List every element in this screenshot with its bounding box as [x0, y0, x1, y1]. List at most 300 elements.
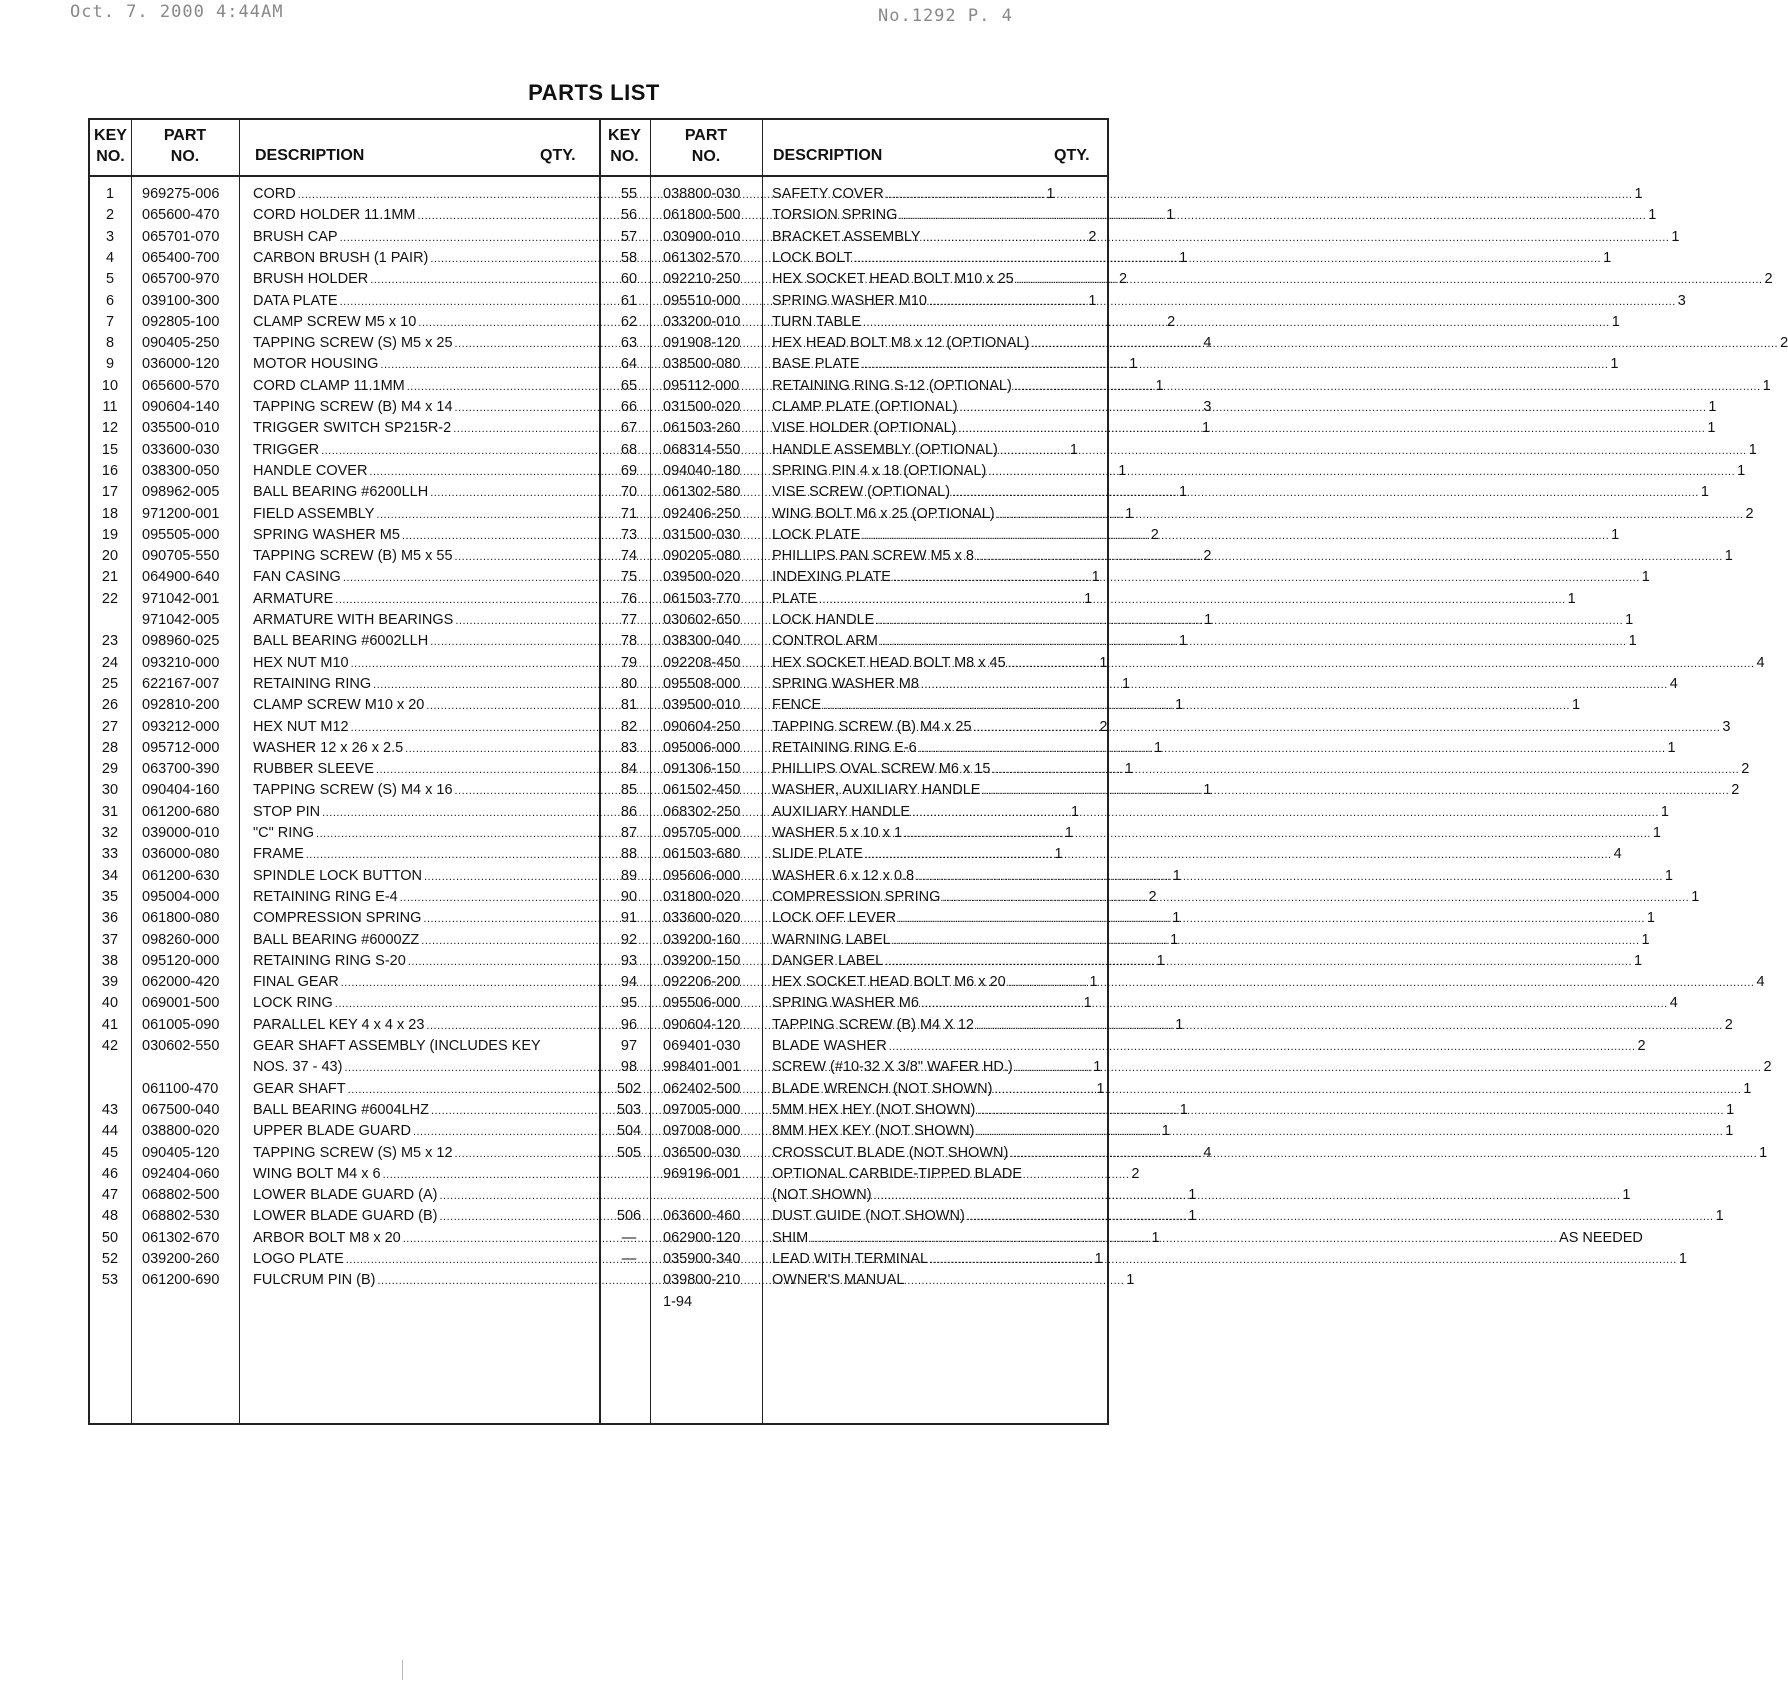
part-no: 069001-500 — [142, 995, 220, 1012]
description: DATA PLATE — [253, 292, 338, 309]
quantity: 2 — [1745, 505, 1754, 522]
part-no: 038800-020 — [142, 1123, 220, 1140]
leader-dots — [994, 1079, 1741, 1101]
leader-dots — [916, 866, 1663, 888]
part-no: 090404-160 — [142, 782, 220, 799]
description: TAPPING SCREW (S) M4 x 16 — [253, 782, 453, 799]
part-no: 095112-000 — [663, 377, 740, 394]
key-no: 70 — [620, 484, 638, 501]
key-no: 25 — [101, 675, 119, 692]
key-no: 39 — [101, 974, 119, 991]
key-no: 31 — [101, 803, 119, 820]
leader-dots — [976, 1121, 1723, 1143]
description: TRIGGER SWITCH SP215R-2 — [253, 420, 452, 437]
header-qty: QTY. — [1054, 147, 1090, 164]
description-cell — [772, 333, 1788, 355]
table-row — [90, 440, 1757, 461]
part-no: 063600-460 — [663, 1208, 741, 1225]
leader-dots — [889, 1036, 1636, 1058]
part-no: 090604-250 — [663, 718, 741, 735]
leader-dots — [912, 802, 1659, 824]
key-no: 61 — [620, 292, 638, 309]
part-no: 033200-010 — [663, 313, 741, 330]
part-no: 061503-680 — [663, 846, 741, 863]
description: BRUSH HOLDER — [253, 271, 369, 288]
part-no: 038300-040 — [663, 633, 741, 650]
description-cell — [772, 1270, 1189, 1291]
header-description: DESCRIPTION — [255, 147, 365, 164]
description: GEAR SHAFT — [253, 1080, 346, 1097]
table-row — [90, 1121, 1734, 1142]
quantity: 3 — [1677, 292, 1686, 309]
description-cell — [772, 802, 1669, 824]
leader-dots — [1031, 333, 1778, 355]
description: SAFETY COVER — [772, 186, 884, 202]
description: CLAMP SCREW M5 x 10 — [253, 313, 417, 330]
part-no: 969275-006 — [142, 186, 220, 202]
description-cell — [772, 866, 1673, 888]
key-no: 12 — [101, 420, 119, 437]
key-no: 66 — [620, 399, 638, 415]
description: PHILLIPS OVAL SCREW M6 x 15 — [772, 761, 991, 778]
description-cell — [772, 717, 1731, 739]
quantity: 1 — [1070, 803, 1080, 820]
leader-dots — [885, 951, 1632, 973]
part-no: 065600-470 — [142, 207, 220, 224]
quantity: 1 — [1748, 441, 1757, 458]
description-cell — [772, 972, 1765, 994]
description: LEAD WITH TERMINAL — [772, 1251, 929, 1267]
quantity: 1 — [1700, 484, 1709, 501]
quantity: 1 — [1691, 888, 1700, 905]
table-row — [90, 674, 1678, 695]
key-no: 77 — [620, 612, 638, 628]
leader-dots — [880, 631, 1627, 653]
leader-dots — [977, 1100, 1724, 1122]
part-no: 061503-260 — [663, 420, 741, 437]
page-title: PARTS LIST — [528, 80, 660, 105]
part-no: 067500-040 — [142, 1101, 220, 1118]
part-no: 068302-250 — [663, 803, 741, 820]
quantity: 1 — [1678, 1251, 1687, 1267]
quantity: 1 — [1178, 633, 1188, 650]
description-cell — [772, 1164, 1189, 1185]
part-no: 095606-000 — [663, 867, 741, 884]
quantity: 1 — [1725, 1123, 1734, 1140]
description: UPPER BLADE GUARD — [253, 1123, 411, 1140]
quantity: 1 — [1715, 1208, 1724, 1225]
description: RETAINING RING E-4 — [253, 888, 398, 905]
key-no: 80 — [620, 675, 638, 692]
part-no: 090205-080 — [663, 548, 741, 565]
part-no: 035500-010 — [142, 420, 220, 437]
header-part-bottom: NO. — [691, 148, 721, 165]
part-no: 036000-080 — [142, 846, 220, 863]
quantity: 1 — [1091, 569, 1100, 586]
key-no: 90 — [620, 888, 638, 905]
part-no: 998401-001 — [663, 1059, 741, 1076]
table-row — [90, 930, 1650, 951]
description: BLADE WRENCH (NOT SHOWN) — [772, 1080, 993, 1097]
table-row — [90, 610, 1634, 631]
description-cell — [772, 1036, 1646, 1058]
key-no: 58 — [620, 249, 638, 266]
description: GEAR SHAFT ASSEMBLY (INCLUDES KEY — [253, 1038, 541, 1054]
part-no: 969196-001 — [663, 1165, 741, 1182]
quantity: 1 — [1634, 952, 1643, 969]
quantity: 1 — [1648, 207, 1657, 224]
key-no: 89 — [620, 867, 638, 884]
table-row — [90, 1143, 1768, 1164]
quantity: 1 — [1203, 782, 1212, 799]
key-no: 94 — [620, 974, 638, 991]
part-no: 030602-650 — [663, 612, 741, 628]
part-no: 095508-000 — [663, 675, 741, 692]
part-no: 061800-080 — [142, 910, 220, 927]
part-no: 038800-030 — [663, 186, 741, 202]
table-row — [90, 504, 1754, 525]
description: CARBON BRUSH (1 PAIR) — [253, 249, 429, 266]
quantity: 1 — [1172, 867, 1181, 884]
key-no: 83 — [620, 739, 638, 756]
parts-table — [88, 118, 1788, 1425]
description: LOCK RING — [253, 995, 333, 1012]
key-no: 96 — [620, 1016, 638, 1033]
quantity: 2 — [1741, 761, 1750, 778]
quantity: 2 — [1780, 335, 1788, 352]
key-no: 7 — [105, 313, 115, 330]
table-row — [90, 1079, 1752, 1100]
description: (NOT SHOWN) — [772, 1187, 872, 1204]
description: HEX SOCKET HEAD BOLT M6 x 20 — [772, 974, 1006, 991]
leader-dots — [904, 823, 1651, 845]
description: SPRING WASHER M8 — [772, 675, 919, 692]
key-no: 65 — [620, 377, 638, 394]
part-no: 036000-120 — [142, 356, 220, 373]
key-no: 82 — [620, 718, 638, 735]
quantity: 2 — [1763, 1059, 1772, 1076]
header-part-no — [650, 125, 762, 167]
description: ARMATURE — [253, 590, 334, 607]
leader-dots — [992, 759, 1739, 781]
description-cell — [772, 759, 1750, 781]
quantity: 1 — [1069, 441, 1078, 458]
quantity: 1 — [1129, 356, 1138, 373]
description: LOWER BLADE GUARD (B) — [253, 1208, 438, 1225]
description-cell — [772, 397, 1717, 419]
quantity: 2 — [1167, 313, 1176, 330]
quantity: 2 — [1131, 1165, 1140, 1182]
leader-dots — [997, 504, 1744, 526]
key-no: 20 — [101, 548, 119, 565]
description: BLADE WASHER — [772, 1038, 887, 1054]
table-row — [90, 1057, 1772, 1078]
description-cell — [772, 184, 1643, 206]
quantity: 2 — [1637, 1038, 1646, 1054]
quantity: 1 — [1124, 761, 1133, 778]
key-no: 56 — [620, 207, 638, 224]
quantity: 1 — [1156, 952, 1165, 969]
table-row — [90, 354, 1619, 375]
quantity: 1 — [1089, 974, 1098, 991]
description: HEX NUT M10 — [253, 654, 349, 671]
table-row — [90, 1036, 1646, 1057]
part-no: 039100-300 — [142, 292, 220, 309]
description-cell — [772, 951, 1643, 973]
header-part-bottom: NO. — [170, 148, 200, 165]
part-no: 095712-000 — [142, 739, 220, 756]
quantity: 1 — [1153, 739, 1163, 756]
quantity: 4 — [1203, 335, 1212, 352]
part-no: 039000-010 — [142, 825, 220, 841]
quantity: 1 — [1567, 590, 1576, 607]
quantity: 1 — [1707, 420, 1716, 437]
leader-dots — [967, 1206, 1714, 1228]
description: COMPRESSION SPRING — [253, 910, 422, 927]
table-row — [90, 780, 1740, 801]
leader-dots — [988, 461, 1735, 483]
key-no: 79 — [620, 654, 638, 671]
quantity: 1 — [1708, 399, 1717, 415]
description: BALL BEARING #6200LLH — [253, 484, 429, 501]
quantity: 1 — [1571, 697, 1581, 714]
description: DANGER LABEL — [772, 952, 884, 969]
part-no: 092210-250 — [663, 271, 741, 288]
description: SPRING WASHER M6 — [772, 995, 919, 1012]
quantity: 2 — [1724, 1016, 1733, 1033]
key-no: 44 — [101, 1123, 119, 1140]
description: BALL BEARING #6002LLH — [253, 633, 429, 650]
description-cell — [772, 738, 1676, 760]
description-cell — [772, 354, 1619, 376]
leader-dots — [810, 1228, 1557, 1250]
description-cell — [772, 695, 1581, 717]
description: LOGO PLATE — [253, 1251, 344, 1267]
key-no: 29 — [101, 761, 119, 778]
description: PARALLEL KEY 4 x 4 x 23 — [253, 1016, 425, 1033]
description: FULCRUM PIN (B) — [253, 1272, 376, 1289]
part-no: 039500-010 — [663, 697, 741, 714]
leader-dots — [1016, 269, 1763, 291]
header-divider — [90, 175, 1107, 177]
table-row — [90, 1100, 1735, 1121]
table-row — [90, 461, 1746, 482]
quantity: 1 — [1622, 1187, 1631, 1204]
header-key-bottom: NO. — [610, 148, 639, 165]
part-no: 090405-250 — [142, 335, 220, 352]
quantity: 4 — [1756, 654, 1765, 671]
key-no: 42 — [101, 1038, 119, 1054]
key-no: 504 — [616, 1123, 642, 1140]
key-no: 75 — [620, 569, 638, 586]
key-no: 71 — [620, 505, 638, 522]
description: DUST GUIDE (NOT SHOWN) — [772, 1208, 965, 1225]
header-part-top: PART — [684, 127, 728, 144]
description: OPTIONAL CARBIDE-TIPPED BLADE — [772, 1165, 1023, 1182]
leader-dots — [1008, 653, 1755, 675]
description-cell — [772, 653, 1765, 675]
quantity: 3 — [1203, 399, 1212, 415]
leader-dots — [919, 738, 1666, 760]
leader-dots — [982, 780, 1729, 802]
quantity: 4 — [1756, 974, 1765, 991]
part-no: 030602-550 — [142, 1038, 220, 1054]
description: TRIGGER — [253, 441, 320, 458]
description: CLAMP SCREW M10 x 20 — [253, 697, 425, 714]
description-cell — [772, 1015, 1733, 1037]
quantity: 1 — [1121, 675, 1131, 692]
table-row — [90, 269, 1773, 290]
quantity: 1 — [1625, 612, 1634, 628]
quantity: 1 — [1151, 1229, 1160, 1246]
quantity: 1 — [1726, 1101, 1735, 1118]
quantity: 2 — [1148, 888, 1157, 905]
description-cell — [772, 525, 1620, 547]
table-row — [90, 866, 1673, 887]
leader-dots — [874, 1185, 1621, 1207]
table-row — [90, 546, 1733, 567]
quantity: 1 — [1204, 612, 1213, 628]
key-no: 95 — [620, 995, 638, 1012]
part-no: 061200-680 — [142, 803, 220, 820]
description-cell — [772, 504, 1754, 526]
key-no: 16 — [101, 462, 119, 479]
quantity: 2 — [1119, 271, 1128, 288]
description: TAPPING SCREW (S) M5 x 25 — [253, 335, 453, 352]
part-no: 061302-670 — [142, 1229, 220, 1246]
part-no: 090604-120 — [663, 1016, 741, 1033]
table-row — [90, 759, 1750, 780]
description: RETAINING RING E-6 — [772, 739, 917, 756]
quantity: 1 — [1126, 1272, 1135, 1289]
part-no: 061200-690 — [142, 1272, 220, 1289]
key-no: 73 — [620, 526, 638, 543]
quantity: 1 — [1096, 1080, 1105, 1097]
header-qty: QTY. — [540, 147, 576, 164]
quantity: 1 — [1724, 548, 1733, 565]
table-row — [90, 717, 1731, 738]
part-no: 098962-005 — [142, 484, 220, 501]
leader-dots — [862, 354, 1609, 376]
description: RETAINING RING S-12 (OPTIONAL) — [772, 377, 1012, 394]
part-no: 062402-500 — [663, 1080, 741, 1097]
table-row — [90, 333, 1788, 354]
leader-dots — [899, 205, 1646, 227]
part-no: 971042-001 — [142, 590, 220, 607]
leader-dots — [923, 227, 1670, 249]
header-key-no — [90, 125, 131, 167]
part-no: 095004-000 — [142, 888, 220, 905]
quantity: 1 — [1179, 249, 1188, 266]
part-no: 095006-000 — [663, 739, 741, 756]
description: HANDLE COVER — [253, 462, 368, 479]
description: OWNER'S MANUAL — [772, 1272, 905, 1289]
table-row — [90, 1015, 1733, 1036]
table-row — [90, 248, 1612, 269]
leader-dots — [854, 248, 1601, 270]
leader-dots — [893, 930, 1640, 952]
description: LOWER BLADE GUARD (A) — [253, 1187, 438, 1204]
description: BRACKET ASSEMBLY — [772, 228, 921, 245]
leader-dots — [974, 717, 1721, 739]
description: LOCK BOLT — [772, 249, 853, 266]
description: PLATE — [772, 590, 817, 607]
key-no: 3 — [105, 228, 115, 245]
key-no: 81 — [620, 697, 638, 714]
key-no: 15 — [101, 441, 119, 458]
description-cell — [772, 780, 1740, 802]
description: HEX NUT M12 — [253, 718, 349, 735]
leader-dots — [960, 397, 1707, 419]
quantity: 1 — [1161, 1123, 1170, 1140]
quantity: 4 — [1669, 675, 1678, 692]
quantity: 1 — [1178, 484, 1188, 501]
description: CONTROL ARM — [772, 633, 878, 650]
key-no: 40 — [101, 995, 119, 1012]
part-no: 061502-450 — [663, 782, 741, 799]
description: SPRING WASHER M10 — [772, 292, 927, 309]
quantity: 1 — [1118, 462, 1127, 479]
key-no: 6 — [105, 292, 115, 309]
key-no: 97 — [620, 1038, 638, 1054]
table-row — [90, 589, 1576, 610]
table-row — [90, 802, 1669, 823]
description: SHIM — [772, 1229, 809, 1246]
part-no: 971042-005 — [142, 612, 220, 628]
part-no: 038300-050 — [142, 462, 220, 479]
part-no: 039800-210 — [663, 1272, 741, 1289]
leader-dots — [862, 525, 1609, 547]
description: HANDLE ASSEMBLY (OPTIONAL) — [772, 441, 998, 458]
description: FRAME — [253, 846, 304, 863]
part-no: 1-94 — [663, 1293, 693, 1310]
leader-dots — [1015, 1057, 1762, 1079]
quantity: 1 — [1671, 228, 1680, 245]
table-row — [90, 1228, 1643, 1249]
key-no: 93 — [620, 952, 638, 969]
quantity: 1 — [1172, 910, 1181, 927]
description-cell — [772, 674, 1678, 696]
quantity: 1 — [1064, 825, 1073, 841]
key-no: 1 — [105, 186, 115, 202]
table-row — [90, 227, 1680, 248]
part-no: 065400-700 — [142, 249, 220, 266]
description: RETAINING RING — [253, 675, 372, 692]
table-row — [90, 695, 1581, 716]
part-no: 971200-001 — [142, 505, 220, 522]
key-no: 57 — [620, 228, 638, 245]
table-row — [90, 567, 1650, 588]
description: SPRING PIN 4 x 18 (OPTIONAL) — [772, 462, 987, 479]
description-cell — [772, 1249, 1687, 1271]
key-no: 53 — [101, 1272, 119, 1289]
key-no: 27 — [101, 718, 119, 735]
key-no: 23 — [101, 633, 119, 650]
leader-dots — [1008, 972, 1755, 994]
part-no: 092206-200 — [663, 974, 741, 991]
part-no: 090705-550 — [142, 548, 220, 565]
key-no: 52 — [101, 1251, 119, 1267]
key-no: 69 — [620, 462, 638, 479]
part-no: 036500-030 — [663, 1144, 741, 1161]
description: TAPPING SCREW (B) M4 x 25 — [772, 718, 972, 735]
quantity: 1 — [1762, 377, 1771, 394]
part-no: 092805-100 — [142, 313, 220, 330]
description: WASHER 12 x 26 x 2.5 — [253, 739, 404, 756]
part-no: 093212-000 — [142, 718, 220, 735]
quantity: 1 — [1166, 207, 1175, 224]
description-cell — [772, 227, 1680, 249]
